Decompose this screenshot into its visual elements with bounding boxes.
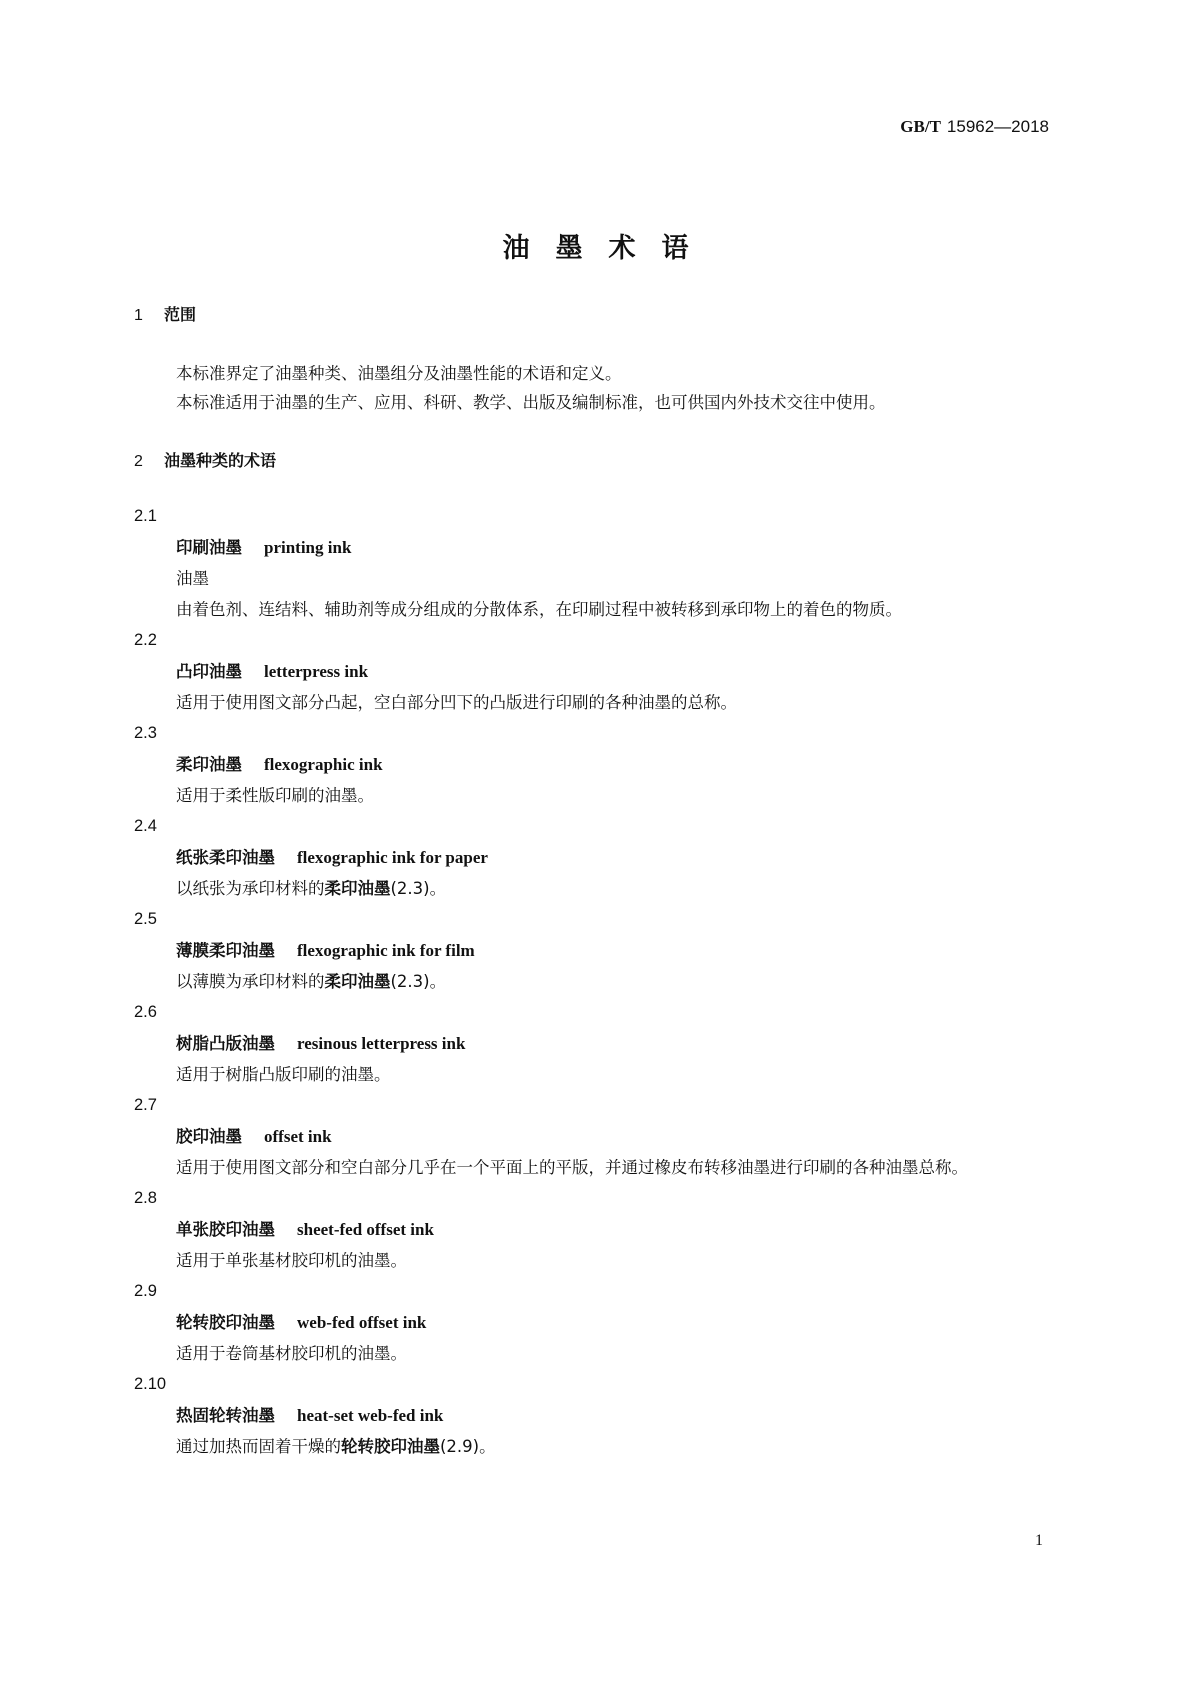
scope-paragraph-2: 本标准适用于油墨的生产、应用、科研、教学、出版及编制标准，也可供国内外技术交往中使用。 <box>176 393 886 412</box>
term-entry <box>134 1183 1064 1276</box>
term-list <box>134 501 1064 1462</box>
term-number: 2.5 <box>134 910 157 928</box>
term-entry <box>134 811 1064 904</box>
term-en: offset ink <box>264 1127 332 1146</box>
term-entry <box>134 718 1064 811</box>
term-definition: 适用于柔性版印刷的油墨。 <box>176 786 374 805</box>
term-zh: 柔印油墨 <box>176 755 242 774</box>
term-number: 2.6 <box>134 1003 157 1021</box>
term-definition <box>134 873 1064 904</box>
term-en: heat-set web-fed ink <box>297 1406 444 1425</box>
term-synonym: 油墨 <box>176 569 209 588</box>
term-zh: 单张胶印油墨 <box>176 1220 275 1239</box>
term-number: 2.9 <box>134 1282 157 1300</box>
term-number: 2.2 <box>134 631 157 649</box>
definition-text: 以薄膜为承印材料的 <box>176 972 325 991</box>
cross-reference-term: 柔印油墨 <box>324 879 391 898</box>
term-number: 2.8 <box>134 1189 157 1207</box>
term-heading <box>134 749 1064 780</box>
cross-reference-term: 柔印油墨 <box>324 972 391 991</box>
page-number: 1 <box>1035 1532 1043 1549</box>
section-heading-ink-types <box>134 448 276 471</box>
term-zh: 热固轮转油墨 <box>176 1406 275 1425</box>
section-heading-scope <box>134 302 196 325</box>
term-en: printing ink <box>264 538 352 557</box>
term-entry <box>134 1090 1064 1183</box>
definition-text: 以纸张为承印材料的 <box>176 879 325 898</box>
term-definition: 适用于卷筒基材胶印机的油墨。 <box>176 1344 407 1363</box>
term-en: flexographic ink for film <box>297 941 475 960</box>
term-definition <box>134 1431 1064 1462</box>
term-zh: 轮转胶印油墨 <box>176 1313 275 1332</box>
term-entry <box>134 1276 1064 1369</box>
term-entry <box>134 625 1064 718</box>
standard-code: 15962—2018 <box>946 117 1049 136</box>
term-zh: 树脂凸版油墨 <box>176 1034 275 1053</box>
term-zh: 胶印油墨 <box>176 1127 242 1146</box>
term-number: 2.7 <box>134 1096 157 1114</box>
section-title: 油墨种类的术语 <box>164 451 277 470</box>
term-heading <box>134 1400 1064 1431</box>
term-entry <box>134 997 1064 1090</box>
term-definition: 适用于使用图文部分凸起，空白部分凹下的凸版进行印刷的各种油墨的总称。 <box>176 693 737 712</box>
term-definition <box>134 966 1064 997</box>
term-definition: 适用于单张基材胶印机的油墨。 <box>176 1251 407 1270</box>
term-zh: 纸张柔印油墨 <box>176 848 275 867</box>
cross-reference-number: (2.3)。 <box>390 972 447 991</box>
term-heading <box>134 1121 1064 1152</box>
cross-reference-number: (2.3)。 <box>390 879 447 898</box>
term-zh: 印刷油墨 <box>176 538 242 557</box>
term-heading <box>134 842 1064 873</box>
standard-prefix: GB/T <box>900 117 941 136</box>
term-heading <box>134 656 1064 687</box>
term-heading <box>134 935 1064 966</box>
standard-number <box>900 117 1049 137</box>
term-en: letterpress ink <box>264 662 369 681</box>
term-number: 2.1 <box>134 507 157 525</box>
term-en: web-fed offset ink <box>297 1313 427 1332</box>
term-heading <box>134 1028 1064 1059</box>
term-entry <box>134 904 1064 997</box>
section-title: 范围 <box>164 305 197 324</box>
document-title: 油墨术语 <box>502 233 715 264</box>
term-en: sheet-fed offset ink <box>297 1220 434 1239</box>
cross-reference-term: 轮转胶印油墨 <box>341 1437 440 1456</box>
term-heading <box>134 532 1064 563</box>
term-number: 2.10 <box>134 1375 167 1393</box>
term-definition: 由着色剂、连结料、辅助剂等成分组成的分散体系，在印刷过程中被转移到承印物上的着色的物质。 <box>176 600 902 619</box>
term-entry <box>134 501 1064 625</box>
section-number: 1 <box>134 307 143 324</box>
term-zh: 凸印油墨 <box>176 662 242 681</box>
term-en: resinous letterpress ink <box>297 1034 466 1053</box>
scope-paragraph-1: 本标准界定了油墨种类、油墨组分及油墨性能的术语和定义。 <box>176 364 622 383</box>
term-number: 2.4 <box>134 817 157 835</box>
definition-text: 通过加热而固着干燥的 <box>176 1437 341 1456</box>
term-en: flexographic ink for paper <box>297 848 488 867</box>
term-heading <box>134 1214 1064 1245</box>
term-heading <box>134 1307 1064 1338</box>
term-en: flexographic ink <box>264 755 383 774</box>
section-number: 2 <box>134 453 143 470</box>
term-definition: 适用于树脂凸版印刷的油墨。 <box>176 1065 391 1084</box>
term-definition: 适用于使用图文部分和空白部分几乎在一个平面上的平版，并通过橡皮布转移油墨进行印刷的各种油墨总称。 <box>176 1158 968 1177</box>
term-number: 2.3 <box>134 724 157 742</box>
term-entry <box>134 1369 1064 1462</box>
term-zh: 薄膜柔印油墨 <box>176 941 275 960</box>
cross-reference-number: (2.9)。 <box>440 1437 496 1456</box>
